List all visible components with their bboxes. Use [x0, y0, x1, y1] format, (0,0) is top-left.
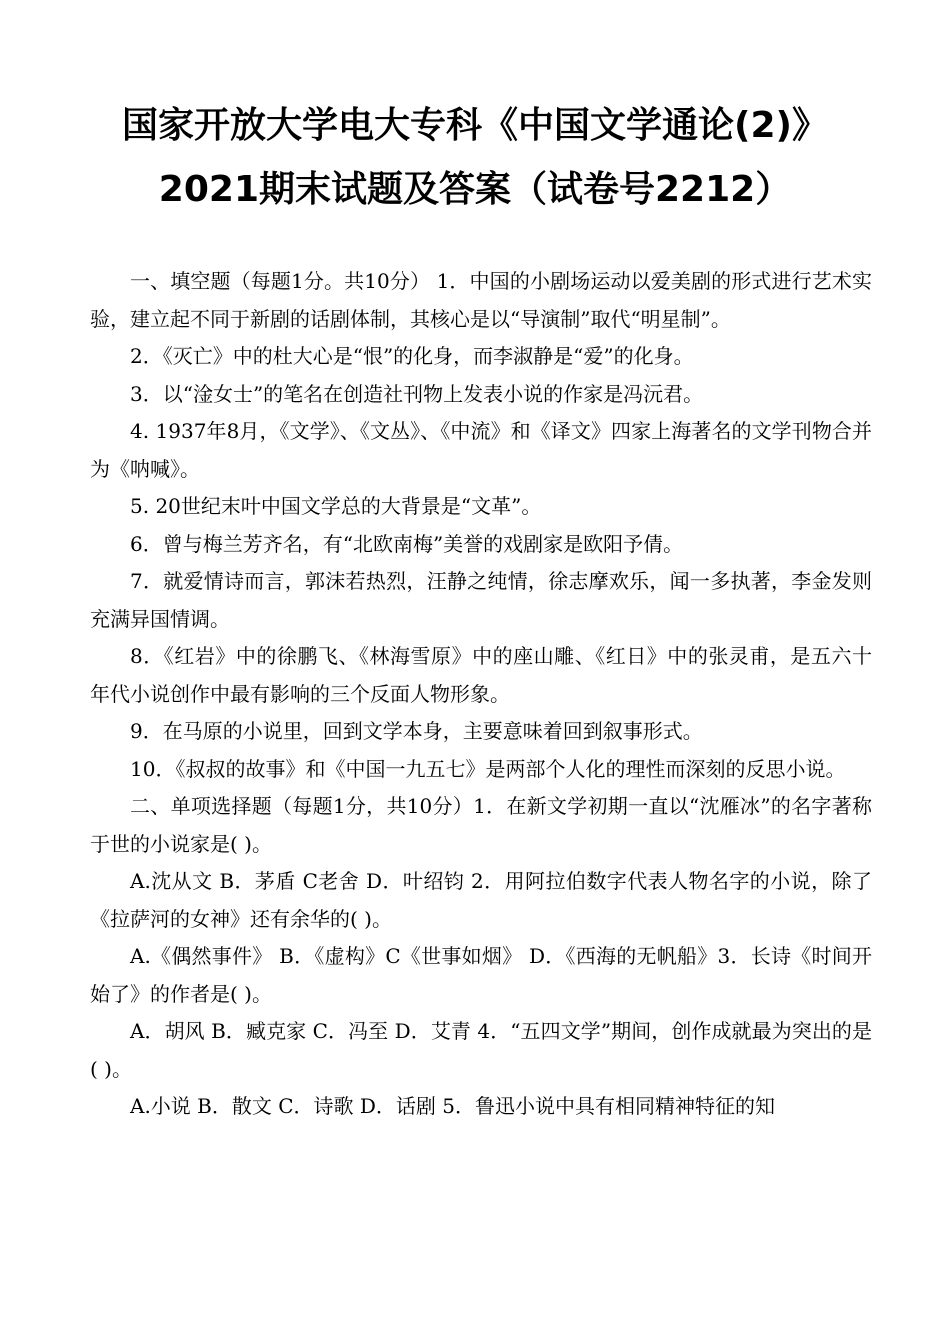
fill-in-q3: 3．以“淦女士”的笔名在创造社刊物上发表小说的作家是冯沅君。	[130, 381, 704, 406]
choice-options-q4-and-q5: A.小说 B．散文 C．诗歌 D．话剧 5．鲁迅小说中具有相同精神特征的知	[130, 1094, 775, 1118]
fill-in-q9: 9．在马原的小说里，回到文学本身，主要意味着回到叙事形式。	[130, 719, 703, 743]
fill-in-q6: 6．曾与梅兰芳齐名，有“北欧南梅”美誉的戏剧家是欧阳予倩。	[130, 531, 684, 556]
choice-options-q2-and-q3: A.《偶然事件》 B．《虚构》C《世事如烟》 D．《西海的无帆船》3．长诗《时间开始了》的作者是( )。	[90, 944, 872, 1006]
section-2-intro-q1: 二、单项选择题（每题1分，共10分）1．在新文学初期一直以“沈雁冰”的名字著称于世的小说家是( )。	[90, 794, 872, 856]
fill-in-q5: 5. 20世纪末叶中国文学总的大背景是“文革”。	[130, 494, 542, 518]
section-1-intro-q1: 一、填空题（每题1分。共10分） 1．中国的小剧场运动以爱美剧的形式进行艺术实验，建立起不同于新剧的话剧体制，其核心是以“导演制”取代“明星制”。	[90, 269, 872, 331]
fill-in-q2: 2．《灭亡》中的杜大心是“恨”的化身，而李淑静是“爱”的化身。	[130, 344, 694, 368]
fill-in-q4: 4. 1937年8月，《文学》、《文丛》、《中流》和《译文》四家上海著名的文学刊物合并为《呐喊》。	[90, 419, 872, 481]
document-title-line-2: 2021期末试题及答案（试卷号2212）	[158, 169, 792, 210]
fill-in-q10: 10．《叔叔的故事》和《中国一九五七》是两部个人化的理性而深刻的反思小说。	[130, 756, 846, 781]
choice-options-q3-and-q4: A．胡风 B．臧克家 C．冯至 D．艾青 4．“五四文学”期间，创作成就最为突出的是( )。	[90, 1019, 872, 1081]
fill-in-q7: 7．就爱情诗而言，郭沫若热烈，汪静之纯情，徐志摩欢乐，闻一多执著，李金发则充满异国情调。	[90, 569, 872, 631]
document-title-line-1: 国家开放大学电大专科《中国文学通论(2)》	[122, 105, 828, 146]
document-body	[90, 263, 872, 1126]
choice-options-q1-and-q2: A.沈从文 B．茅盾 C老舍 D．叶绍钧 2．用阿拉伯数字代表人物名字的小说，除了《拉萨河的女神》还有余华的( )。	[90, 869, 872, 931]
fill-in-q8: 8．《红岩》中的徐鹏飞、《林海雪原》中的座山雕、《红日》中的张灵甫，是五六十年代小说创作中最有影响的三个反面人物形象。	[90, 644, 872, 706]
